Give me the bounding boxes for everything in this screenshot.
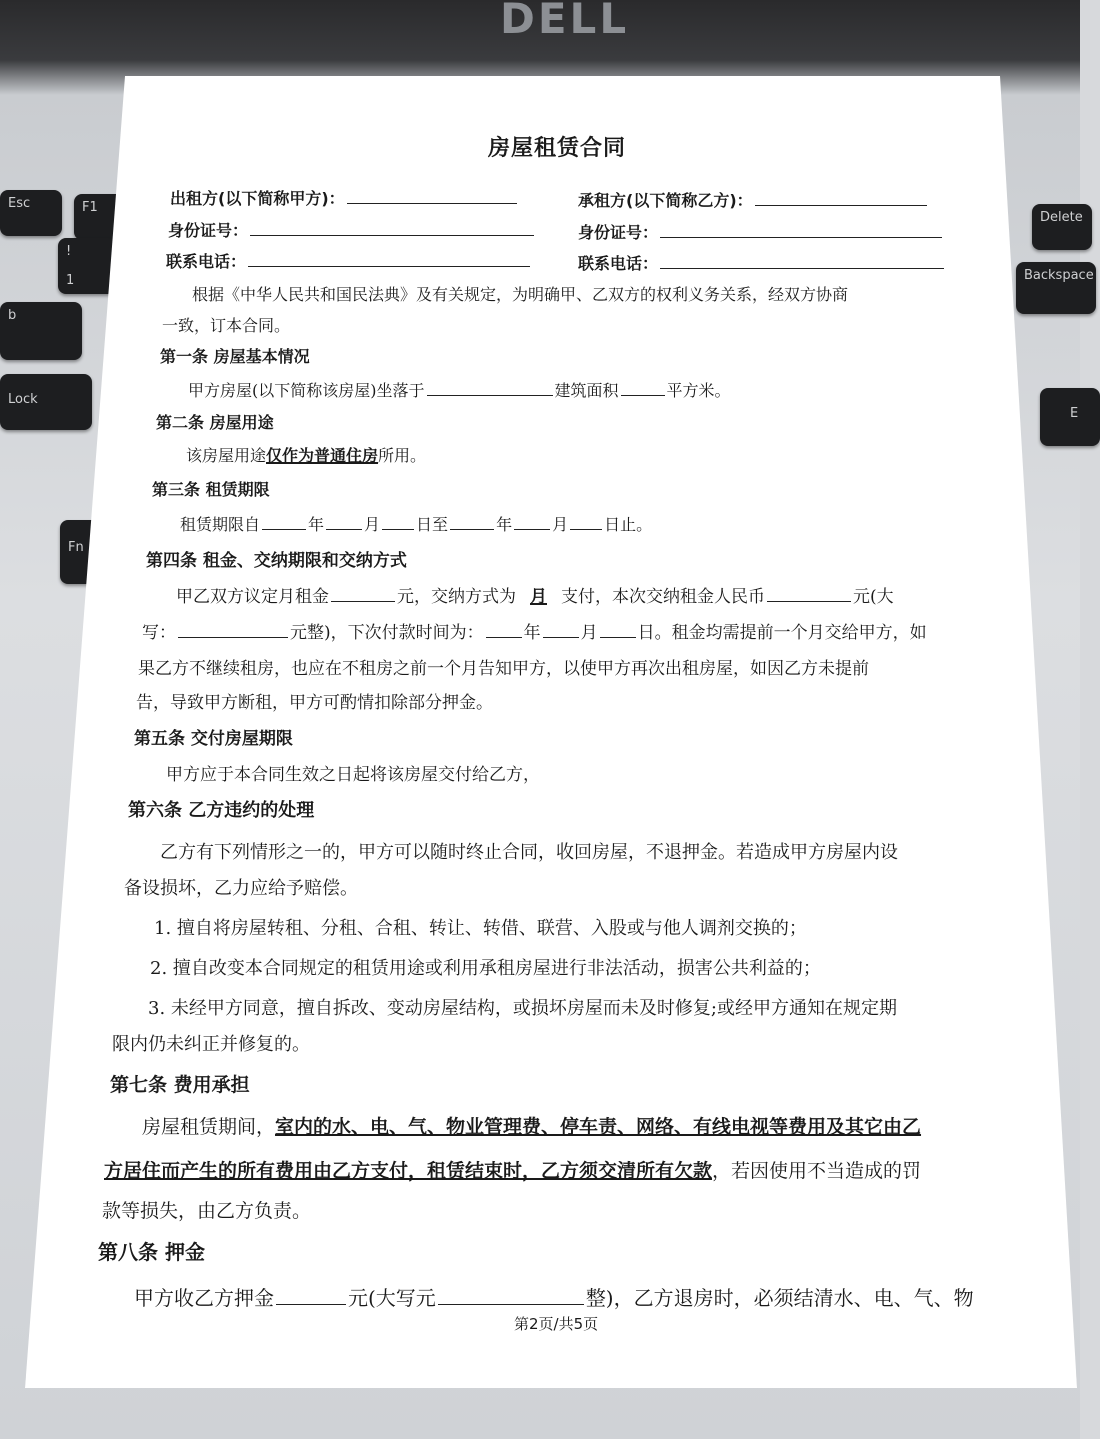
dell-logo: DELL xyxy=(500,0,630,43)
article-3-title: 第三条 租赁期限 xyxy=(152,480,270,499)
article-6-item-3: 3. 未经甲方同意，擅自拆改、变动房屋结构，或损坏房屋而未及时修复;或经甲方通知在规定期 xyxy=(148,998,897,1019)
article-2-title: 第二条 房屋用途 xyxy=(156,413,274,432)
e-key: E xyxy=(1040,388,1100,446)
backspace-key: Backspace xyxy=(1016,262,1096,314)
article-8-title: 第八条 押金 xyxy=(98,1240,205,1264)
article-7-title: 第七条 费用承担 xyxy=(110,1074,250,1096)
document-title: 房屋租赁合同 xyxy=(488,135,627,161)
article-5-text: 甲方应于本合同生效之日起将该房屋交付给乙方， xyxy=(166,765,540,785)
lessee-phone-row: 联系电话： xyxy=(578,251,946,274)
article-7-line-2: 方居住而产生的所有费用由乙方支付，租赁结束时，乙方须交清所有欠款，若因使用不当造成的罚 xyxy=(104,1160,922,1182)
lessee-id-row: 身份证号： xyxy=(578,220,944,243)
lessee-row: 承租方(以下简称乙方)： xyxy=(578,188,929,211)
article-7-line-1: 房屋租赁期间，室内的水、电、气、物业管理费、停车责、网络、有线电视等费用及其它由乙 xyxy=(142,1116,922,1138)
article-6-item-2: 2. 擅自改变本合同规定的租赁用途或利用承租房屋进行非法活动，损害公共利益的； xyxy=(150,958,821,979)
article-5-title: 第五条 交付房屋期限 xyxy=(134,729,293,749)
article-1-title: 第一条 房屋基本情况 xyxy=(160,347,310,366)
article-6-item-3-cont: 限内仍未纠正并修复的。 xyxy=(112,1034,310,1055)
article-2-text: 该房屋用途仅作为普通住房所用。 xyxy=(186,446,427,465)
esc-key: Esc xyxy=(0,190,62,236)
article-6-title: 第六条 乙方违约的处理 xyxy=(128,800,315,821)
intro-line-1: 根据《中华人民共和国民法典》及有关规定，为明确甲、乙双方的权利义务关系，经双方协商 xyxy=(192,285,849,304)
delete-key: Delete xyxy=(1032,204,1092,250)
lessor-row: 出租方(以下简称甲方)： xyxy=(170,186,519,209)
lessor-id-row: 身份证号： xyxy=(168,218,536,241)
article-7-line-3: 款等损失，由乙方负责。 xyxy=(102,1200,312,1222)
article-1-text: 甲方房屋(以下简称该房屋)坐落于 建筑面积 平方米。 xyxy=(188,381,731,400)
article-4-line-1: 甲乙双方议定月租金 元，交纳方式为 月 支付，本次交纳租金人民币 元(大 xyxy=(176,582,894,607)
article-4-line-3: 果乙方不继续租房，也应在不租房之前一个月告知甲方，以使甲方再次出租房屋，如因乙方未提前 xyxy=(138,659,869,679)
page-footer: 第2页/共5页 xyxy=(514,1315,599,1333)
article-6-item-1: 1. 擅自将房屋转租、分租、合租、转让、转借、联营、入股或与他人调剂交换的； xyxy=(154,918,807,939)
tab-key: b xyxy=(0,302,82,360)
article-6-line-1: 乙方有下列情形之一的，甲方可以随时终止合同，收回房屋，不退押金。若造成甲方房屋内设 xyxy=(160,842,898,863)
lessor-phone-row: 联系电话： xyxy=(166,249,532,272)
fn-key: Fn xyxy=(60,520,120,584)
intro-line-2: 一致，订本合同。 xyxy=(162,316,291,335)
article-8-text: 甲方收乙方押金 元(大写元 整)，乙方退房时，必须结清水、电、气、物 xyxy=(134,1286,974,1310)
f1-key: F1 xyxy=(74,194,130,240)
article-4-title: 第四条 租金、交纳期限和交纳方式 xyxy=(146,551,407,571)
article-4-line-2: 写： 元整)，下次付款时间为： 年 月 日。租金均需提前一个月交给甲方，如 xyxy=(142,618,927,643)
article-6-line-2: 备设损坏，乙力应给予赔偿。 xyxy=(124,878,358,899)
article-3-text: 租赁期限自 年 月 日至 年 月 日止。 xyxy=(180,515,653,534)
article-4-line-4: 告，导致甲方断租，甲方可酌情扣除部分押金。 xyxy=(136,693,493,713)
caps-lock-key: Lock xyxy=(0,374,92,430)
exclamation-key: ! 1 xyxy=(58,238,116,294)
